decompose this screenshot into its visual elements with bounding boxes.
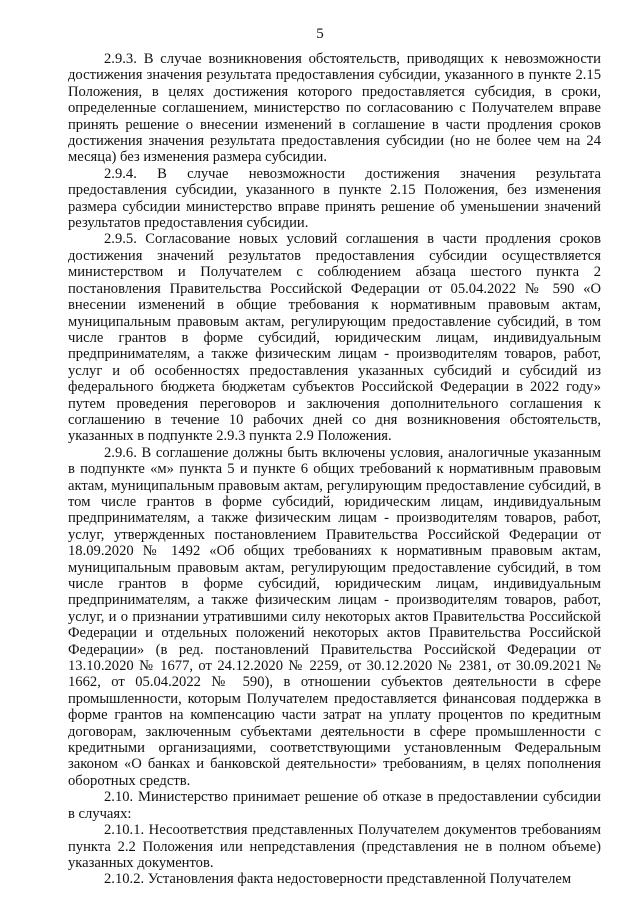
paragraph-2-9-3: 2.9.3. В случае возникновения обстоятельств, приводящих к невозможности достижения значения результата предоставления субсидии, указанного в пункте 2.15 Положения, в целях достижения которого предоставляется субсидия, в сроки, определенные соглашением, министерство по согласованию с Получателем вправе принять решение о внесении изменений в соглашение в части продления сроков достижения значения результата предоставления субсидии (но не более чем на 24 месяца) без изменения размера субсидии.	[68, 51, 601, 166]
page-number: 5	[316, 26, 324, 42]
document-body	[68, 51, 601, 888]
paragraph-2-10: 2.10. Министерство принимает решение об отказе в предоставлении субсидии в случаях:	[68, 789, 601, 822]
paragraph-2-9-6: 2.9.6. В соглашение должны быть включены условия, аналогичные указанным в подпункте «м» пункта 5 и пункте 6 общих требований к нормативным правовым актам, муниципальным правовым актам, регулирующим предоставление субсидий, в том числе грантов в форме субсидий, юридическим лицам, индивидуальным предпринимателям, а также физическим лицам - производителям товаров, работ, услуг, утвержденных постановлением Правительства Российской Федерации от 18.09.2020 № 1492 «Об общих требованиях к нормативным правовым актам, муниципальным правовым актам, регулирующим предоставление субсидий, в том числе грантов в форме субсидий, юридическим лицам, индивидуальным предпринимателям, а также физическим лицам - производителям товаров, работ, услуг, и о признании утратившими силу некоторых актов Правительства Российской Федерации и отдельных положений некоторых актов Правительства Российской Федерации» (в ред. постановлений Правительства Российской Федерации от 13.10.2020 № 1677, от 24.12.2020 № 2259, от 30.12.2020 № 2381, от 30.09.2021 № 1662, от 05.04.2022 № 590), в отношении субъектов деятельности в сфере промышленности, которым Получателем предоставляется финансовая поддержка в форме грантов на компенсацию части затрат на уплату процентов по кредитным договорам, заключенным субъектами деятельности в сфере промышленности с кредитными организациями, соответствующими установленным Федеральным законом «О банках и банковской деятельности» требованиям, в целях пополнения оборотных средств.	[68, 444, 601, 789]
paragraph-2-9-5: 2.9.5. Согласование новых условий соглашения в части продления сроков достижения значений результатов предоставления субсидии осуществляется министерством и Получателем с соблюдением абзаца шестого пункта 2 постановления Правительства Российской Федерации от 05.04.2022 № 590 «О внесении изменений в общие требования к нормативным правовым актам, муниципальным правовым актам, регулирующим предоставление субсидий, в том числе грантов в форме субсидий, юридическим лицам, индивидуальным предпринимателям, а также физическим лицам - производителям товаров, работ, услуг и об особенностях предоставления указанных субсидий и субсидий из федерального бюджета бюджетам субъектов Российской Федерации в 2022 году» путем проведения переговоров и заключения дополнительного соглашения к соглашению в течение 10 рабочих дней со дня возникновения обстоятельств, указанных в подпункте 2.9.3 пункта 2.9 Положения.	[68, 231, 601, 445]
paragraph-2-9-4: 2.9.4. В случае невозможности достижения значения результата предоставления субсидии, указанного в пункте 2.15 Положения, без изменения размера субсидии министерство вправе принять решение об уменьшении значений результатов предоставления субсидии.	[68, 165, 601, 232]
paragraph-2-10-2: 2.10.2. Установления факта недостоверности представленной Получателем	[104, 871, 572, 888]
paragraph-2-10-1: 2.10.1. Несоответствия представленных Получателем документов требованиям пункта 2.2 Положения или непредставления (представления не в полном объеме) указанных документов.	[68, 822, 601, 871]
